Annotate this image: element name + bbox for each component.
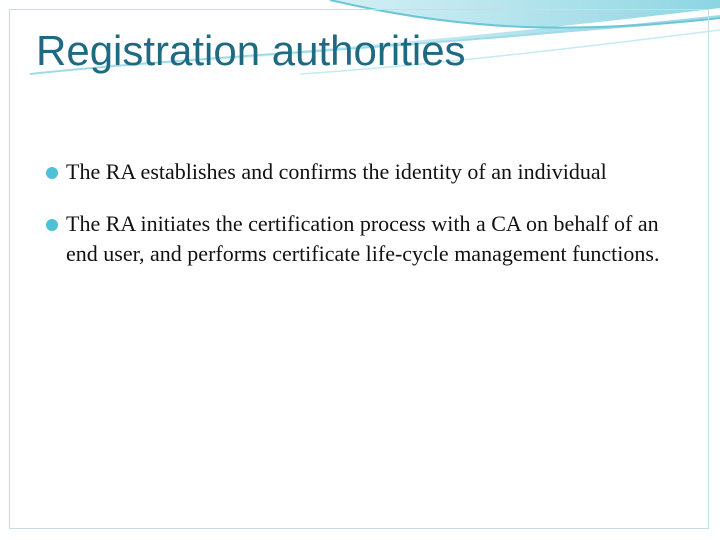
bullet-list <box>44 157 684 291</box>
bullet-text: The RA initiates the certification process with a CA on behalf of an end user, and performs certificate life-cycle management functions. <box>66 211 660 266</box>
bullet-item <box>44 157 684 187</box>
slide-title: Registration authorities <box>36 27 466 74</box>
bullet-dot-icon <box>46 167 58 179</box>
bullet-item <box>44 209 684 269</box>
bullet-dot-icon <box>46 219 58 231</box>
bullet-text: The RA establishes and confirms the identity of an individual <box>66 159 607 184</box>
